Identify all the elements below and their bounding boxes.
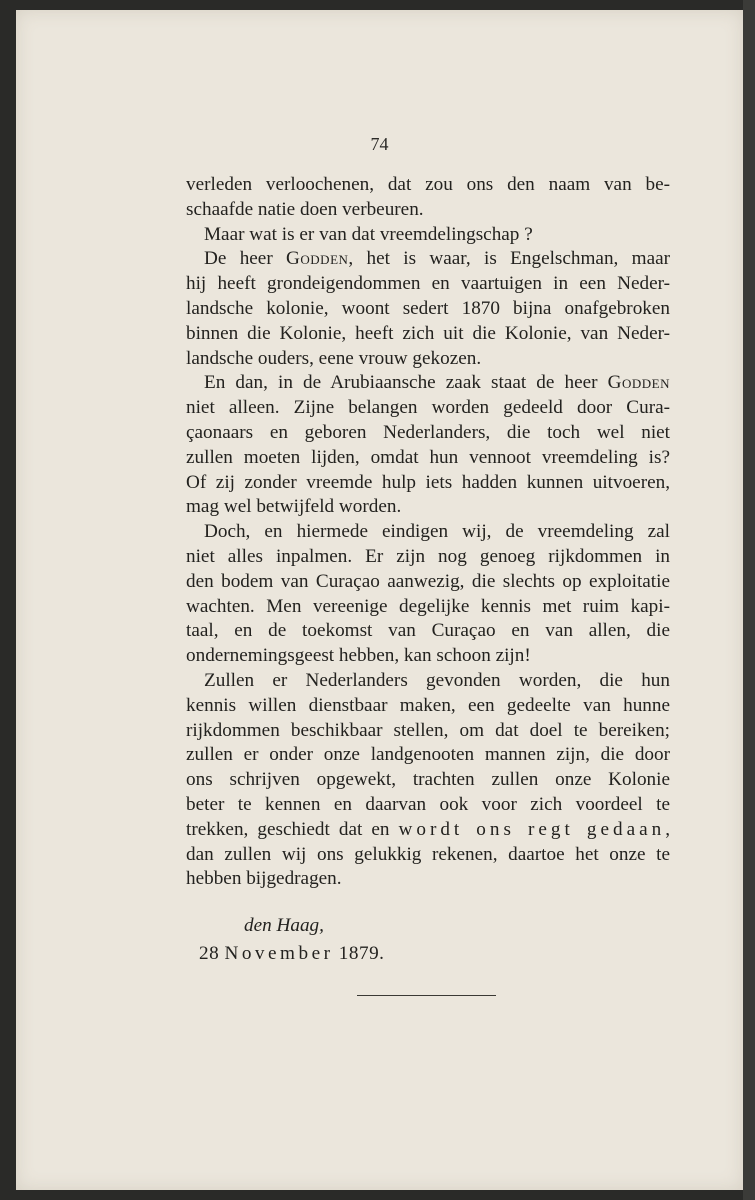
text-line: En dan, in de Arubiaansche zaak staat de heer Godden [204, 372, 670, 394]
text-line: niet alles inpalmen. Er zijn nog genoeg rijkdommen in [186, 545, 670, 567]
date-month: November [224, 943, 334, 964]
text-line: çaonaars en geboren Nederlanders, die toch wel niet [186, 421, 670, 443]
name-godden: Godden [286, 248, 349, 270]
text-line: rijkdommen beschikbaar stellen, om dat doel te bereiken; [186, 719, 670, 741]
name-godden: Godden [607, 372, 670, 394]
text-line: landsche kolonie, woont sedert 1870 bijna onafgebroken [186, 297, 670, 319]
text-line: hij heeft grondeigendommen en vaartuigen in een Neder- [186, 273, 670, 295]
spaced-emphasis: wordt ons regt gedaan [398, 818, 666, 840]
book-page [16, 10, 743, 1190]
text-line: binnen die Kolonie, heeft zich uit die Kolonie, van Neder- [186, 322, 670, 344]
closing-rule [357, 995, 496, 996]
page-number: 74 [370, 134, 389, 154]
date-year: 1879. [338, 943, 385, 964]
text-line: De heer Godden, het is waar, is Engelschman, maar [204, 248, 671, 270]
text-line: Zullen er Nederlanders gevonden worden, die hun [204, 669, 670, 691]
body-text [186, 173, 670, 892]
text-line: dan zullen wij ons gelukkig rekenen, daartoe het onze te [186, 843, 670, 865]
text-line: kennis willen dienstbaar maken, een gedeelte van hunne [186, 694, 670, 716]
text-line: ondernemingsgeest hebben, kan schoon zijn! [186, 645, 531, 667]
text-line: verleden verloochenen, dat zou ons den naam van be- [186, 174, 670, 195]
text-line: mag wel betwijfeld worden. [186, 496, 402, 518]
signature-place: den Haag, [244, 915, 324, 936]
text-line: niet alleen. Zijne belangen worden gedeeld door Cura- [186, 397, 670, 419]
signature-date [199, 943, 384, 965]
text-line: taal, en de toekomst van Curaçao en van allen, die [186, 620, 670, 642]
text-line: hebben bijgedragen. [186, 868, 342, 890]
text-line: zullen moeten lijden, omdat hun vennoot vreemdeling is? [186, 446, 670, 468]
text-line: trekken, geschiedt dat en wordt ons regt gedaan, [186, 818, 670, 840]
text-line: ons schrijven opgewekt, trachten zullen onze Kolonie [186, 769, 670, 791]
text-line: Maar wat is er van dat vreemdelingschap ? [204, 223, 533, 245]
text-line: landsche ouders, eene vrouw gekozen. [186, 347, 482, 369]
text-line: den bodem van Curaçao aanwezig, die slechts op exploitatie [186, 570, 670, 592]
text-line: wachten. Men vereenige degelijke kennis met ruim kapi- [186, 595, 670, 617]
text-line: Of zij zonder vreemde hulp iets hadden kunnen uitvoeren, [186, 471, 670, 493]
text-line: beter te kennen en daarvan ook voor zich voordeel te [186, 793, 670, 815]
text-line: Doch, en hiermede eindigen wij, de vreemdeling zal [204, 521, 670, 543]
text-line: schaafde natie doen verbeuren. [186, 198, 424, 220]
date-day: 28 [199, 943, 220, 964]
text-line: zullen er onder onze landgenooten mannen zijn, die door [186, 744, 670, 766]
scan-edge [743, 0, 755, 1200]
